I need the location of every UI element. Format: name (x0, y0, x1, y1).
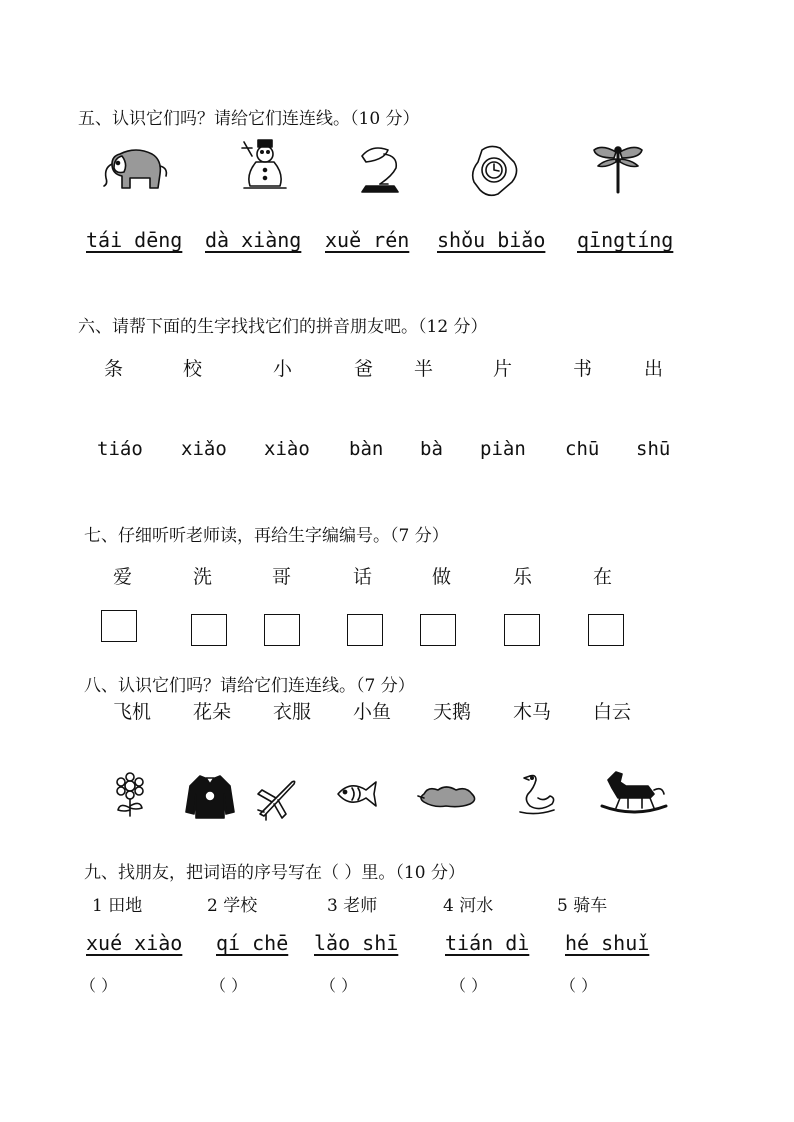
s8-word-1: 飞机 (113, 701, 152, 723)
s5-pinyin-1: tái dēng (86, 228, 183, 252)
s7-answer-box-4[interactable] (347, 614, 383, 646)
section-8-title: 八、认识它们吗？请给它们连连线。（7 分） (84, 676, 415, 696)
s9-word-2: 2 学校 (207, 896, 258, 916)
s7-answer-box-6[interactable] (504, 614, 540, 646)
s7-answer-box-5[interactable] (420, 614, 456, 646)
airplane-icon (254, 776, 300, 822)
wristwatch-icon (470, 144, 526, 198)
s9-pinyin-3: lǎo shī (314, 931, 399, 955)
s5-pinyin-5: qīngtíng (577, 228, 674, 252)
s6-char-6: 片 (493, 358, 513, 380)
s6-pinyin-2: xiǎo (181, 438, 227, 460)
s8-word-7: 白云 (593, 701, 632, 723)
s6-pinyin-7: chū (565, 438, 600, 460)
swan-icon (516, 772, 558, 816)
s9-answer-paren-1[interactable]: （ ） (80, 976, 118, 995)
desk-lamp-icon (358, 142, 408, 194)
s9-word-4: 4 河水 (443, 896, 494, 916)
s7-answer-box-2[interactable] (191, 614, 227, 646)
section-9-title: 九、找朋友，把词语的序号写在（ ）里。（10 分） (84, 863, 465, 883)
s6-char-4: 爸 (354, 358, 374, 380)
elephant-icon (100, 146, 172, 192)
rocking-horse-icon (600, 768, 668, 818)
cloud-icon (416, 782, 480, 812)
s8-word-5: 天鹅 (433, 701, 472, 723)
s6-char-3: 小 (273, 358, 293, 380)
s7-char-5: 做 (432, 566, 452, 588)
s6-char-8: 出 (644, 358, 664, 380)
s6-pinyin-5: bà (420, 438, 443, 460)
s9-pinyin-5: hé shuǐ (565, 931, 650, 955)
s8-word-4: 小鱼 (353, 701, 392, 723)
flower-icon (110, 772, 150, 818)
dragonfly-icon (590, 142, 646, 194)
s6-pinyin-3: xiào (264, 438, 310, 460)
s7-answer-box-1[interactable] (101, 610, 137, 642)
s7-answer-box-7[interactable] (588, 614, 624, 646)
s7-char-6: 乐 (513, 566, 533, 588)
snowman-icon (238, 138, 292, 192)
s6-char-7: 书 (573, 358, 593, 380)
s8-word-6: 木马 (513, 701, 552, 723)
s6-pinyin-6: piàn (480, 438, 526, 460)
s9-answer-paren-2[interactable]: （ ） (210, 976, 248, 995)
s9-pinyin-4: tián dì (445, 931, 530, 955)
s9-answer-paren-5[interactable]: （ ） (560, 976, 598, 995)
section-5-title: 五、认识它们吗？请给它们连连线。（10 分） (78, 109, 420, 129)
jacket-icon (184, 772, 236, 820)
s7-char-4: 话 (353, 566, 373, 588)
s9-pinyin-1: xué xiào (86, 931, 183, 955)
s6-pinyin-4: bàn (349, 438, 384, 460)
s7-char-3: 哥 (272, 566, 292, 588)
s9-word-5: 5 骑车 (557, 896, 608, 916)
section-7-title: 七、仔细听听老师读，再给生字编编号。（7 分） (84, 526, 449, 546)
s9-pinyin-2: qí chē (216, 931, 289, 955)
s5-pinyin-4: shǒu biǎo (437, 228, 546, 252)
s6-char-5: 半 (414, 358, 434, 380)
s7-char-1: 爱 (113, 566, 133, 588)
s5-pinyin-3: xuě rén (325, 228, 410, 252)
fish-icon (334, 776, 380, 812)
s6-char-1: 条 (104, 358, 124, 380)
s6-pinyin-8: shū (636, 438, 671, 460)
section-6-title: 六、请帮下面的生字找找它们的拼音朋友吧。（12 分） (78, 317, 488, 337)
s9-answer-paren-3[interactable]: （ ） (320, 976, 358, 995)
s6-pinyin-1: tiáo (97, 438, 143, 460)
s8-word-3: 衣服 (273, 701, 312, 723)
s7-char-7: 在 (593, 566, 613, 588)
s7-answer-box-3[interactable] (264, 614, 300, 646)
s9-word-1: 1 田地 (92, 896, 143, 916)
s5-pinyin-2: dà xiàng (205, 228, 302, 252)
s7-char-2: 洗 (193, 566, 213, 588)
s8-word-2: 花朵 (193, 701, 232, 723)
s9-answer-paren-4[interactable]: （ ） (450, 976, 488, 995)
s6-char-2: 校 (183, 358, 203, 380)
s9-word-3: 3 老师 (327, 896, 378, 916)
